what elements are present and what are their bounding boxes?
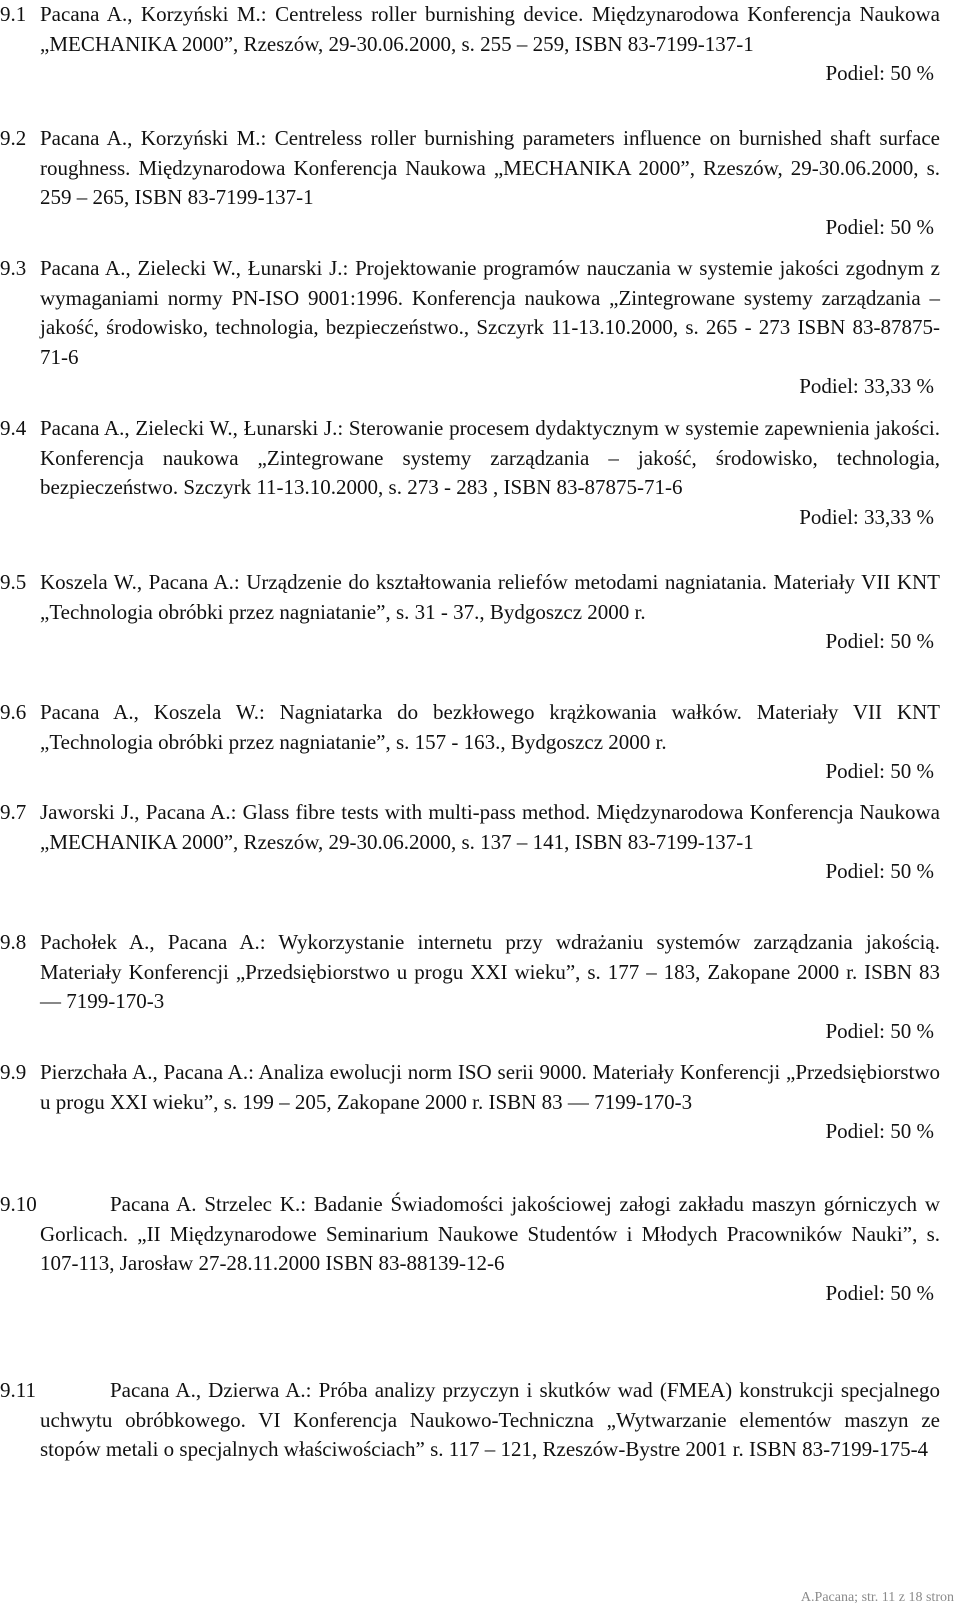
publication-entry <box>0 798 940 887</box>
page-footer: A.Pacana; str. 11 z 18 stron <box>800 1590 954 1605</box>
share-percentage: Podiel: 50 % <box>825 61 934 85</box>
share-percentage: Podiel: 33,33 % <box>799 504 934 529</box>
publication-entry <box>0 568 940 657</box>
entry-number: 9.1 <box>0 2 27 26</box>
entry-body <box>0 1376 940 1465</box>
entry-body <box>0 0 940 59</box>
entry-citation: Pacana A., Korzyński M.: Centreless roller burnishing parameters influence on burnished shaft surface roughness. Międzynarodowa Konferencja Naukowa „MECHANIKA 2000”, Rzeszów, 29-30.06.2000, s. 259 – 265, ISBN 83-7199-137-1 <box>40 126 940 209</box>
entry-number: 9.11 <box>0 1378 36 1402</box>
publication-entry <box>0 1190 940 1308</box>
entry-body <box>0 1190 940 1279</box>
entry-body <box>0 124 940 213</box>
entry-citation: Pierzchała A., Pacana A.: Analiza ewolucji norm ISO serii 9000. Materiały Konferencji „Przedsiębiorstwo u progu XXI wieku”, s. 199 – 205, Zakopane 2000 r. ISBN 83 — 7199-170-3 <box>40 1060 940 1114</box>
share-percentage: Podiel: 50 % <box>825 859 934 883</box>
entry-number: 9.10 <box>0 1192 37 1216</box>
entry-citation: Pachołek A., Pacana A.: Wykorzystanie internetu przy wdrażaniu systemów zarządzania jakością. Materiały Konferencji „Przedsiębiorstwo u progu XXI wieku”, s. 177 – 183, Zakopane 2000 r. ISBN 83 — 7199-170-3 <box>40 930 940 1013</box>
entry-citation: Pacana A., Korzyński M.: Centreless roller burnishing device. Międzynarodowa Konferencja Naukowa „MECHANIKA 2000”, Rzeszów, 29-30.06.2000, s. 255 – 259, ISBN 83-7199-137-1 <box>40 2 940 56</box>
entry-citation: Pacana A., Koszela W.: Nagniatarka do bezkłowego krążkowania wałków. Materiały VII KNT „Technologia obróbki przez nagniatanie”, s. 157 - 163., Bydgoszcz 2000 r. <box>40 700 940 754</box>
share-percentage: Podiel: 50 % <box>825 1119 934 1143</box>
entry-body <box>0 254 940 372</box>
publication-entry <box>0 1376 940 1465</box>
publication-entry <box>0 928 940 1046</box>
entry-number: 9.8 <box>0 930 27 954</box>
share-percentage: Podiel: 50 % <box>825 759 934 783</box>
publication-entry <box>0 1058 940 1147</box>
entry-number: 9.7 <box>0 800 27 824</box>
publication-entry <box>0 414 940 532</box>
publication-entry <box>0 0 940 89</box>
entry-body <box>0 698 940 757</box>
entry-citation: Jaworski J., Pacana A.: Glass fibre tests with multi-pass method. Międzynarodowa Konferencja Naukowa „MECHANIKA 2000”, Rzeszów, 29-30.06.2000, s. 137 – 141, ISBN 83-7199-137-1 <box>40 800 940 854</box>
entry-body <box>0 568 940 627</box>
entry-citation: Pacana A., Dzierwa A.: Próba analizy przyczyn i skutków wad (FMEA) konstrukcji specjalnego uchwytu obróbkowego. VI Konferencja Naukowo-Techniczna „Wytwarzanie elementów maszyn ze stopów metali o specjalnych właściwościach” s. 117 – 121, Rzeszów-Bystre 2001 r. ISBN 83-7199-175-4 <box>40 1378 940 1461</box>
entry-number: 9.4 <box>0 416 27 440</box>
share-percentage: Podiel: 50 % <box>825 629 934 653</box>
share-percentage: Podiel: 50 % <box>825 1018 934 1043</box>
entry-number: 9.5 <box>0 570 27 594</box>
entry-citation: Pacana A., Zielecki W., Łunarski J.: Projektowanie programów nauczania w systemie jakości zgodnym z wymaganiami normy PN-ISO 9001:1996. Konferencja naukowa „Zintegrowane systemy zarządzania – jakość, środowisko, technologia, bezpieczeństwo., Szczyrk 11-13.10.2000, s. 265 - 273 ISBN 83-87875-71-6 <box>40 256 940 369</box>
entry-number: 9.2 <box>0 126 27 150</box>
entry-citation: Koszela W., Pacana A.: Urządzenie do kształtowania reliefów metodami nagniatania. Materiały VII KNT „Technologia obróbki przez nagniatanie”, s. 31 - 37., Bydgoszcz 2000 r. <box>40 570 940 624</box>
entry-body <box>0 798 940 857</box>
publication-entry <box>0 698 940 787</box>
publication-entry <box>0 254 940 402</box>
share-percentage: Podiel: 33,33 % <box>799 374 934 398</box>
share-percentage: Podiel: 50 % <box>825 214 934 239</box>
entry-citation: Pacana A. Strzelec K.: Badanie Świadomości jakościowej załogi zakładu maszyn górniczych w Gorlicach. „II Międzynarodowe Seminarium Naukowe Studentów i Młodych Pracowników Nauki”, s. 107-113, Jarosław 27-28.11.2000 ISBN 83-88139-12-6 <box>40 1192 940 1275</box>
publication-entry <box>0 124 940 242</box>
entry-number: 9.6 <box>0 700 27 724</box>
entry-body <box>0 414 940 503</box>
entry-body <box>0 928 940 1017</box>
entry-number: 9.3 <box>0 256 27 280</box>
entry-body <box>0 1058 940 1117</box>
entry-citation: Pacana A., Zielecki W., Łunarski J.: Sterowanie procesem dydaktycznym w systemie zapewnienia jakości. Konferencja naukowa „Zintegrowane systemy zarządzania – jakość, środowisko, technologia, bezpieczeństwo. Szczyrk 11-13.10.2000, s. 273 - 283 , ISBN 83-87875-71-6 <box>40 416 940 499</box>
entry-number: 9.9 <box>0 1060 27 1084</box>
share-percentage: Podiel: 50 % <box>825 1280 934 1305</box>
